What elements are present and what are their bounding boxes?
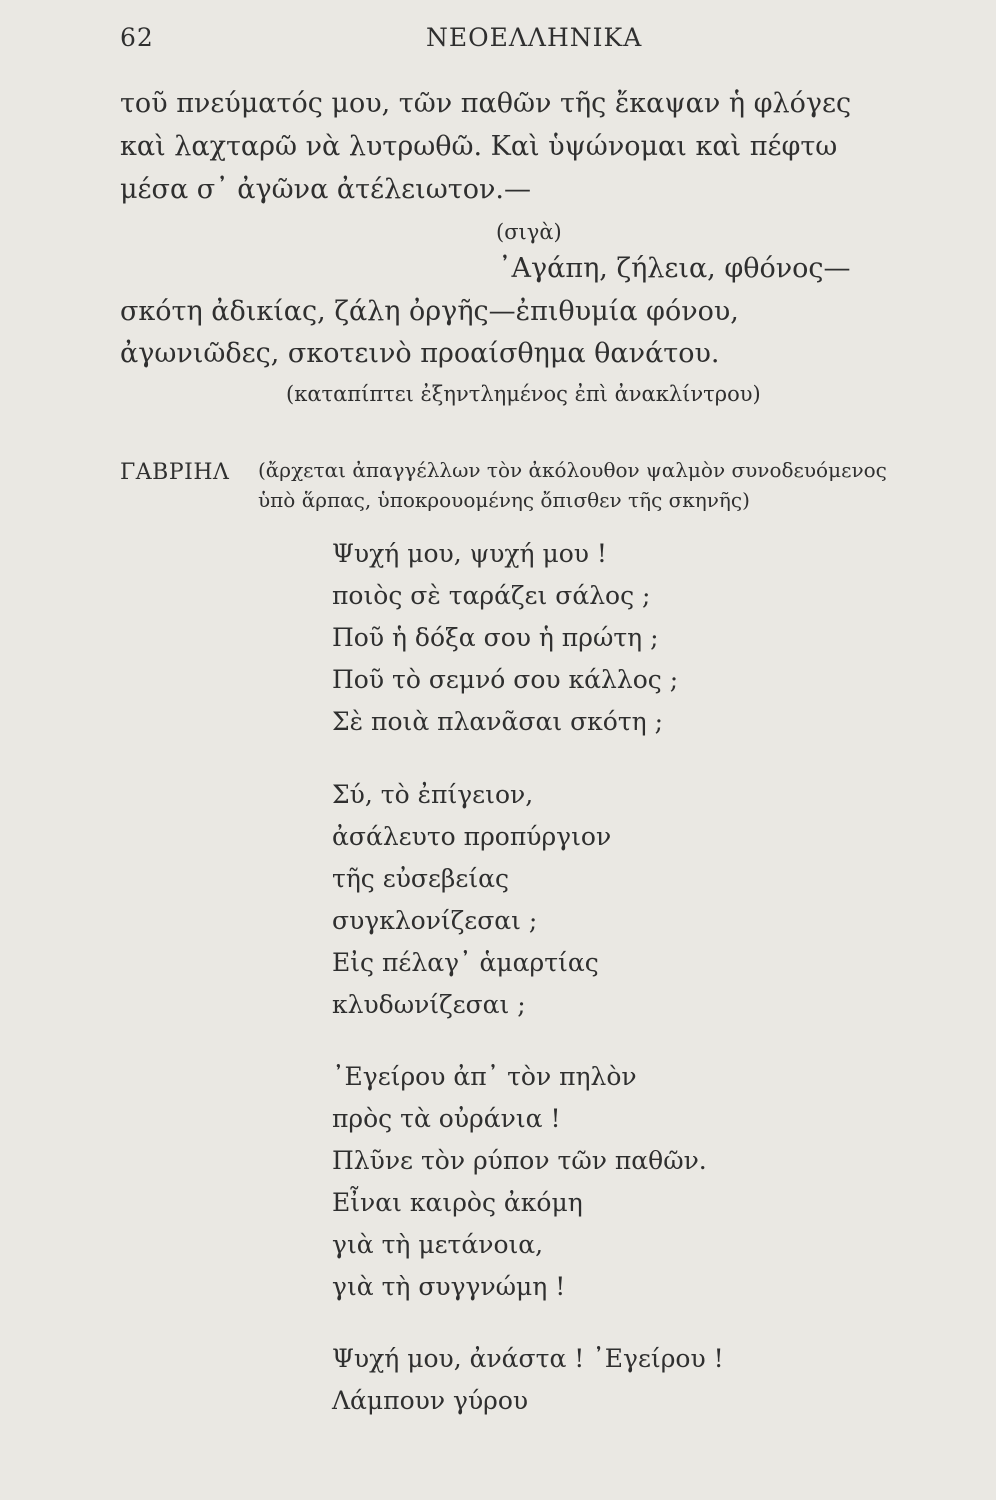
verse-line: Εἰς πέλαγ᾽ ἁμαρτίας — [332, 948, 599, 977]
speaker-name: ΓΑΒΡΙΗΛ — [120, 460, 230, 485]
verse-line: Ποῦ ἡ δόξα σου ἡ πρώτη ; — [332, 623, 659, 652]
stage-direction: (ἄρχεται ἀπαγγέλλων τὸν ἀκόλουθον ψαλμὸν συνοδευόμενος — [258, 458, 887, 482]
page-number: 62 — [120, 23, 154, 52]
verse-line: Σύ, τὸ ἐπίγειον, — [332, 780, 534, 809]
verse-line: Σὲ ποιὰ πλανᾶσαι σκότη ; — [332, 707, 664, 736]
verse-line: γιὰ τὴ μετάνοια, — [332, 1230, 544, 1259]
verse-line: κλυδωνίζεσαι ; — [332, 990, 526, 1019]
verse-line: ᾽Εγείρου ἀπ᾽ τὸν πηλὸν — [332, 1062, 637, 1091]
verse-line: Εἶναι καιρὸς ἀκόμη — [332, 1188, 583, 1217]
verse-line: Λάμπουν γύρου — [332, 1386, 529, 1415]
verse-line: Πλῦνε τὸν ρύπον τῶν παθῶν. — [332, 1146, 707, 1175]
prose-line: σκότη ἀδικίας, ζάλη ὀργῆς—ἐπιθυμία φόνου, — [120, 296, 739, 327]
verse-line: ἀσάλευτο προπύργιον — [332, 822, 612, 851]
verse-line: Ποῦ τὸ σεμνό σου κάλλος ; — [332, 665, 679, 694]
verse-line: Ψυχή μου, ἀνάστα ! ᾽Εγείρου ! — [332, 1344, 724, 1373]
verse-line: τῆς εὐσεβείας — [332, 864, 510, 893]
verse-line: πρὸς τὰ οὐράνια ! — [332, 1104, 561, 1133]
verse-line: ποιὸς σὲ ταράζει σάλος ; — [332, 581, 651, 610]
stage-direction: ὑπὸ ἅρπας, ὑποκρουομένης ὄπισθεν τῆς σκηνῆς) — [258, 488, 750, 512]
stage-direction: (σιγὰ) — [496, 220, 562, 244]
prose-line: καὶ λαχταρῶ νὰ λυτρωθῶ. Καὶ ὑψώνομαι καὶ πέφτω — [120, 131, 838, 162]
prose-line: ἀγωνιῶδες, σκοτεινὸ προαίσθημα θανάτου. — [120, 338, 720, 369]
running-title: ΝΕΟΕΛΛΗΝΙΚΑ — [426, 23, 643, 52]
verse-line: συγκλονίζεσαι ; — [332, 906, 538, 935]
verse-line: γιὰ τὴ συγγνώμη ! — [332, 1272, 566, 1301]
prose-line: μέσα σ᾽ ἀγῶνα ἀτέλειωτον.— — [120, 174, 531, 205]
verse-line: Ψυχή μου, ψυχή μου ! — [332, 539, 607, 568]
prose-line: τοῦ πνεύματός μου, τῶν παθῶν τῆς ἔκαψαν ἡ φλόγες — [120, 88, 852, 119]
stage-direction: (καταπίπτει ἐξηντλημένος ἐπὶ ἀνακλίντρου) — [286, 382, 761, 406]
prose-line: ᾽Αγάπη, ζήλεια, φθόνος— — [498, 253, 851, 284]
